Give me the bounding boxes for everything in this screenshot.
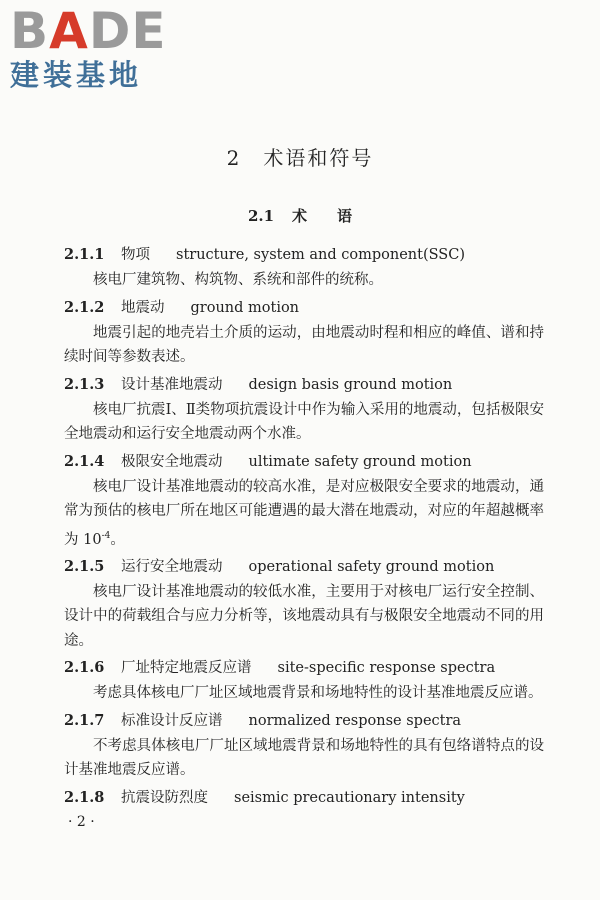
term-heading [64,555,544,579]
term-entry [64,709,544,783]
term-entry [64,296,544,370]
term-number: 2.1.4 [64,452,105,470]
term-english: ground motion [190,299,300,316]
term-chinese: 抗震设防烈度 [121,789,208,806]
logo-brand-text [10,2,180,60]
term-chinese: 设计基准地震动 [121,376,223,393]
logo-letter-b: B [10,2,50,60]
term-heading [64,786,544,810]
section-number: 2.1 [247,207,275,225]
chapter-title: 2 术语和符号 [226,146,374,170]
term-english: structure, system and component(SSC) [176,247,465,263]
term-definition-end: 。 [110,531,125,548]
term-definition: 地震引起的地壳岩土介质的运动，由地震动时程和相应的峰值、谱和持续时间等参数表述。 [64,324,544,365]
term-entry [64,243,544,293]
term-definition: 核电厂建筑物、构筑物、系统和部件的统称。 [93,272,383,288]
term-chinese: 极限安全地震动 [121,453,223,470]
term-english: seismic precautionary intensity [234,789,465,806]
term-number: 2.1.3 [64,375,105,393]
page-number: · 2 · [68,814,95,830]
term-english: site-specific response spectra [277,660,496,677]
term-english: ultimate safety ground motion [248,453,472,470]
term-entry [64,656,544,706]
term-number: 2.1.8 [64,788,105,806]
logo-subtitle: 建装基地 [10,58,143,92]
logo-letter-a: A [49,2,89,60]
term-heading [64,296,544,320]
term-definition: 考虑具体核电厂厂址区域地震背景和场地特性的设计基准地震反应谱。 [93,685,543,702]
term-definition: 不考虑具体核电厂厂址区域地震背景和场地特性的具有包络谱特点的设计基准地震反应谱。 [64,737,544,779]
term-english: design basis ground motion [248,376,453,393]
term-entry [64,786,544,810]
section-title [0,205,600,226]
term-number: 2.1.7 [64,711,105,729]
exponent: -4 [101,530,111,541]
term-number: 2.1.1 [64,246,105,263]
brand-logo [10,2,180,92]
term-english: normalized response spectra [248,712,462,729]
term-number: 2.1.5 [64,557,105,575]
term-heading [64,450,544,474]
term-entry [64,450,544,552]
term-chinese: 运行安全地震动 [121,558,223,575]
term-entry [64,555,544,654]
term-entry [64,373,544,447]
term-chinese: 物项 [121,247,150,263]
term-heading [64,373,544,397]
term-chinese: 地震动 [121,299,165,316]
logo-letters-de: DE [88,2,167,60]
term-heading [64,709,544,733]
term-definition: 核电厂抗震Ⅰ、Ⅱ类物项抗震设计中作为输入采用的地震动，包括极限安全地震动和运行安全地震动两个水准。 [64,401,544,442]
term-heading [64,243,544,267]
term-definition: 核电厂设计基准地震动的较低水准，主要用于对核电厂运行安全控制、设计中的荷载组合与应力分析等，该地震动具有与极限安全地震动不同的用途。 [64,583,544,649]
term-chinese: 厂址特定地震反应谱 [121,660,252,677]
term-number: 2.1.2 [64,298,105,316]
term-definition [64,475,544,552]
term-definition-text: 核电厂设计基准地震动的较高水准，是对应极限安全要求的地震动，通常为预估的核电厂所在地区可能遭遇的最大潜在地震动，对应的年超越概率为 10 [64,478,544,548]
section-heading: 术 语 [292,207,353,225]
term-chinese: 标准设计反应谱 [121,712,223,729]
term-number: 2.1.6 [64,659,105,677]
term-heading [64,656,544,680]
term-english: operational safety ground motion [248,558,495,575]
terms-list [64,240,544,810]
